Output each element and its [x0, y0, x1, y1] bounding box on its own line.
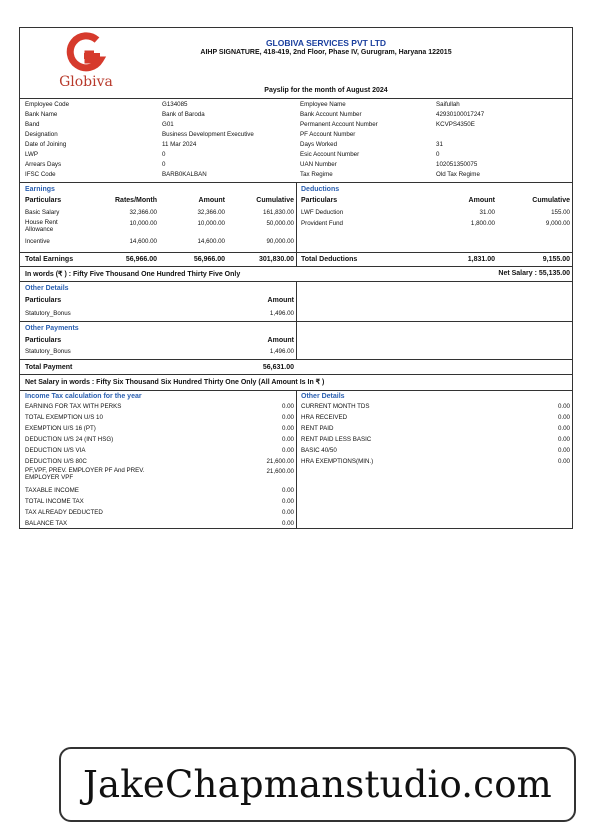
watermark-text: JakeChapmanstudio.com [83, 763, 552, 806]
deductions-amount: 1,800.00 [470, 220, 495, 227]
emp-label: UAN Number [300, 161, 337, 168]
emp-value: 42930100017247 [436, 111, 485, 118]
other-tax-label: RENT PAID [301, 425, 334, 432]
emp-value: 0 [162, 161, 166, 168]
earnings-cum: 50,000.00 [266, 220, 294, 227]
total-earnings-label: Total Earnings [25, 256, 74, 263]
other-tax-title: Other Details [301, 393, 345, 400]
total-earnings-rate: 56,966.00 [125, 256, 157, 263]
deductions-header: Amount [468, 197, 495, 204]
earnings-row-name: Basic Salary [25, 209, 60, 216]
emp-value: BARB0KALBAN [162, 171, 207, 178]
tax-label: DEDUCTION U/S 80C [25, 458, 87, 465]
payslip-header [20, 28, 572, 99]
divider [296, 390, 297, 528]
tax-value: 21,600.00 [266, 468, 294, 475]
tax-value: 0.00 [281, 425, 294, 432]
emp-value: G01 [162, 121, 174, 128]
tax-label: EARNING FOR TAX WITH PERKS [25, 403, 122, 410]
emp-label: PF Account Number [300, 131, 356, 138]
other-tax-label: HRA EXEMPTIONS(MIN.) [301, 458, 374, 465]
earnings-row-name: Incentive [25, 238, 50, 245]
payslip-document [19, 27, 573, 529]
earnings-amount: 10,000.00 [197, 220, 225, 227]
emp-label: Arrears Days [25, 161, 62, 168]
company-name: GLOBIVA SERVICES PVT LTD [265, 38, 387, 48]
earnings-rate: 14,600.00 [129, 238, 157, 245]
emp-label: Band [25, 121, 40, 128]
other-payments-header: Particulars [25, 337, 62, 344]
other-payments-header: Amount [267, 337, 294, 344]
earnings-title: Earnings [25, 186, 55, 193]
total-payment-label: Total Payment [25, 364, 73, 371]
other-payments-name: Statutory_Bonus [25, 348, 71, 355]
other-tax-value: 0.00 [557, 425, 570, 432]
emp-value: Old Tax Regime [436, 171, 480, 178]
net-salary: Net Salary : 55,135.00 [498, 270, 570, 277]
divider [296, 321, 297, 359]
logo-text: Globiva [59, 74, 113, 90]
total-payment-amount: 56,631.00 [262, 364, 294, 371]
tax-value: 0.00 [281, 414, 294, 421]
earnings-cum: 161,830.00 [263, 209, 294, 216]
other-tax-value: 0.00 [557, 458, 570, 465]
other-details-amount: 1,496.00 [269, 310, 294, 317]
earnings-amount: 14,600.00 [197, 238, 225, 245]
divider [20, 374, 572, 375]
total-earnings-amount: 56,966.00 [193, 256, 225, 263]
tax-value: 0.00 [281, 403, 294, 410]
emp-label: Employee Code [25, 101, 70, 108]
tax-label: TOTAL INCOME TAX [25, 498, 84, 505]
total-earnings-cum: 301,830.00 [258, 256, 294, 263]
other-tax-label: HRA RECEIVED [301, 414, 348, 421]
total-deductions-cum: 9,155.00 [542, 256, 570, 263]
other-tax-label: CURRENT MONTH TDS [301, 403, 370, 410]
emp-value: 31 [436, 141, 443, 148]
company-address: AIHP SIGNATURE, 418-419, 2nd Floor, Phase IV, Gurugram, Haryana 122015 [200, 49, 452, 56]
net-salary-in-words: Net Salary in words : Fifty Six Thousand Six Hundred Thirty One Only (All Amount Is In ₹ ) [25, 379, 325, 386]
earnings-header: Cumulative [256, 197, 294, 204]
emp-label: Bank Account Number [300, 111, 362, 118]
other-payments-title: Other Payments [25, 325, 79, 332]
deductions-header: Particulars [301, 197, 338, 204]
other-tax-value: 0.00 [557, 436, 570, 443]
deductions-header: Cumulative [532, 197, 570, 204]
tax-label: TOTAL EXEMPTION U/S 10 [25, 414, 103, 421]
tax-label: DEDUCTION U/S 24 (INT HSG) [25, 436, 114, 443]
emp-label: Tax Regime [300, 171, 333, 178]
divider [20, 359, 572, 360]
other-details-name: Statutory_Bonus [25, 310, 71, 317]
earnings-rate: 10,000.00 [129, 220, 157, 227]
emp-value: 102051350075 [436, 161, 478, 168]
earnings-header: Amount [198, 197, 225, 204]
emp-value: G134085 [162, 101, 188, 108]
emp-value: 11 Mar 2024 [162, 141, 197, 148]
emp-label: Permanent Account Number [300, 121, 378, 128]
other-payments-amount: 1,496.00 [269, 348, 294, 355]
emp-label: Employee Name [300, 101, 346, 108]
emp-label: LWP [25, 151, 38, 158]
other-details-header: Amount [267, 297, 294, 304]
tax-value: 0.00 [281, 498, 294, 505]
tax-value: 0.00 [281, 447, 294, 454]
tax-value: 0.00 [281, 436, 294, 443]
emp-value: Bank of Baroda [162, 111, 205, 118]
earnings-cum: 90,000.00 [266, 238, 294, 245]
divider [296, 252, 297, 266]
tax-value: 21,600.00 [266, 458, 294, 465]
divider [20, 266, 572, 267]
earnings-header: Rates/Month [115, 197, 157, 204]
total-deductions-amount: 1,831.00 [467, 256, 495, 263]
other-tax-value: 0.00 [557, 414, 570, 421]
deductions-amount: 31.00 [479, 209, 495, 216]
income-tax-title: Income Tax calculation for the year [25, 393, 142, 400]
tax-value: 0.00 [281, 509, 294, 516]
divider [296, 281, 297, 323]
divider [296, 182, 297, 252]
emp-label: Date of Joining [25, 141, 67, 148]
tax-label: EXEMPTION U/S 16 (PT) [25, 425, 96, 432]
deductions-row-name: Provident Fund [301, 220, 343, 227]
tax-label: BALANCE TAX [25, 520, 68, 527]
tax-label: PF,VPF, PREV. EMPLOYER PF And PREV. EMPLOYER VPF [25, 467, 145, 481]
amount-in-words: In words (₹ ) : Fifty Five Thousand One Hundred Thirty Five Only [25, 271, 241, 278]
tax-value: 0.00 [281, 487, 294, 494]
emp-label: Days Worked [300, 141, 338, 148]
tax-label: TAXABLE INCOME [25, 487, 79, 494]
emp-value: KCVPS4350E [436, 121, 475, 128]
tax-label: TAX ALREADY DEDUCTED [25, 509, 103, 516]
emp-value: Business Development Executive [162, 131, 254, 138]
emp-label: IFSC Code [25, 171, 56, 178]
total-deductions-label: Total Deductions [301, 256, 358, 263]
deductions-title: Deductions [301, 186, 340, 193]
other-details-title: Other Details [25, 285, 69, 292]
emp-value: 0 [436, 151, 440, 158]
watermark-banner [59, 747, 576, 822]
emp-label: Esic Account Number [300, 151, 360, 158]
emp-value: Saifullah [436, 101, 460, 108]
other-tax-label: RENT PAID LESS BASIC [301, 436, 372, 443]
emp-label: Designation [25, 131, 58, 138]
earnings-amount: 32,366.00 [197, 209, 225, 216]
emp-value: 0 [162, 151, 166, 158]
earnings-row-name: House Rent Allowance [25, 219, 58, 233]
other-tax-value: 0.00 [557, 447, 570, 454]
deductions-cum: 9,000.00 [545, 220, 570, 227]
deductions-row-name: LWF Deduction [301, 209, 344, 216]
tax-value: 0.00 [281, 520, 294, 527]
tax-label: DEDUCTION U/S VIA [25, 447, 86, 454]
other-tax-label: BASIC 40/50 [301, 447, 337, 454]
other-details-header: Particulars [25, 297, 62, 304]
payslip-title: Payslip for the month of August 2024 [264, 87, 388, 94]
earnings-header: Particulars [25, 197, 62, 204]
earnings-rate: 32,366.00 [129, 209, 157, 216]
other-tax-value: 0.00 [557, 403, 570, 410]
deductions-cum: 155.00 [551, 209, 570, 216]
emp-label: Bank Name [25, 111, 58, 118]
